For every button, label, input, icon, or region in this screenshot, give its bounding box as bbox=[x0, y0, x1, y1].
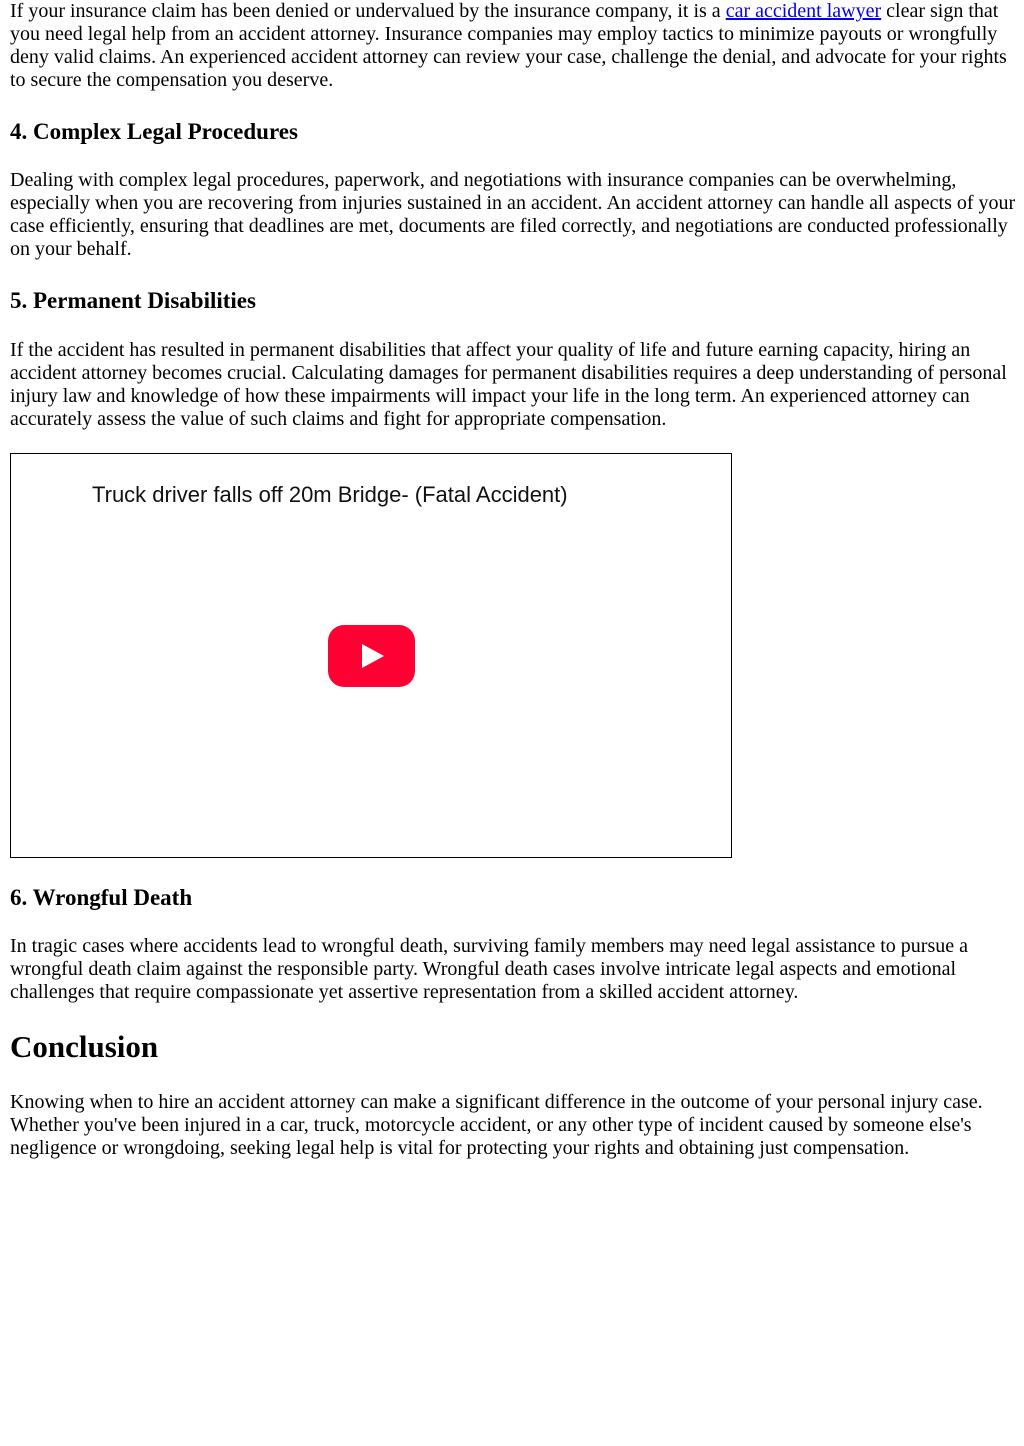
section-heading-wrongful-death: 6. Wrongful Death bbox=[10, 885, 193, 910]
intro-text-after-link: clear sign that you need legal help from an accident attorney. Insurance companies may employ tactics to minimize payouts or wrongfully deny valid claims. An experienced accident attorney can review your case, challenge the denial, and advocate for your rights to secure the compensation you deserve. bbox=[10, 0, 1007, 91]
play-triangle-icon bbox=[362, 644, 384, 668]
section-heading-permanent-disabilities: 5. Permanent Disabilities bbox=[10, 288, 256, 313]
intro-paragraph bbox=[10, 0, 1016, 92]
car-accident-lawyer-link[interactable]: car accident lawyer bbox=[725, 0, 882, 22]
section-body-complex-legal-procedures: Dealing with complex legal procedures, paperwork, and negotiations with insurance companies can be overwhelming, especially when you are recovering from injuries sustained in an accident. An accident attorney can handle all aspects of your case efficiently, ensuring that deadlines are met, documents are filed correctly, and negotiations are conducted professionally on your behalf. bbox=[10, 169, 1016, 260]
section-body-wrongful-death: In tragic cases where accidents lead to wrongful death, surviving family members may need legal assistance to pursue a wrongful death claim against the responsible party. Wrongful death cases involve intricate legal aspects and emotional challenges that require compassionate yet assertive representation from a skilled accident attorney. bbox=[10, 935, 968, 1003]
section-heading-complex-legal-procedures: 4. Complex Legal Procedures bbox=[10, 119, 298, 144]
video-embed[interactable] bbox=[10, 453, 732, 858]
youtube-play-icon[interactable] bbox=[328, 625, 415, 687]
video-title[interactable]: Truck driver falls off 20m Bridge- (Fatal Accident) bbox=[92, 482, 568, 507]
conclusion-heading: Conclusion bbox=[10, 1029, 159, 1064]
conclusion-body: Knowing when to hire an accident attorney can make a significant difference in the outcome of your personal injury case. Whether you've been injured in a car, truck, motorcycle accident, or any other type of incident caused by someone else's negligence or wrongdoing, seeking legal help is vital for protecting your rights and obtaining just compensation. bbox=[10, 1091, 983, 1159]
section-body-permanent-disabilities: If the accident has resulted in permanent disabilities that affect your quality of life and future earning capacity, hiring an accident attorney becomes crucial. Calculating damages for permanent disabilities requires a deep understanding of personal injury law and knowledge of how these impairments will impact your life in the long term. An experienced attorney can accurately assess the value of such claims and fight for appropriate compensation. bbox=[10, 339, 1007, 430]
intro-text-before-link: If your insurance claim has been denied or undervalued by the insurance company, it is a bbox=[10, 0, 726, 22]
